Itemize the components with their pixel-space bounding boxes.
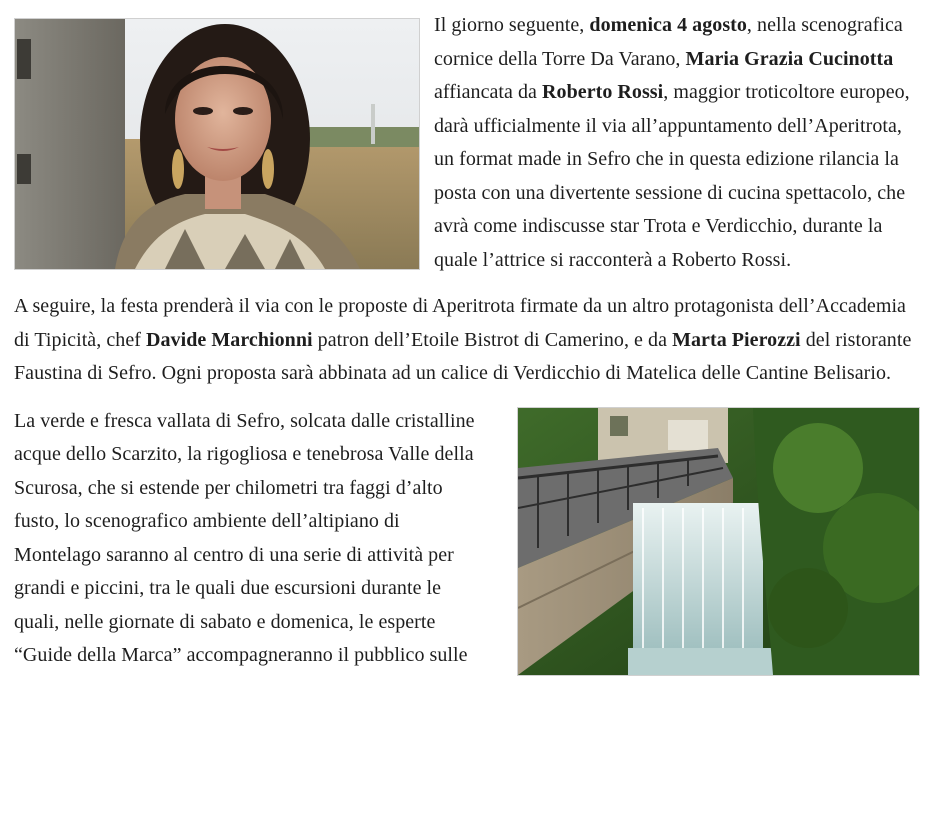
waterfall-photo — [517, 407, 920, 676]
paragraph-2: A seguire, la festa prenderà il via con le proposte di Aperitrota firmate da un altro protagonista dell’Accademia di Tipicità, chef Davide Marchionni patron dell’Etoile Bistrot di Camerino, e da Marta Pierozzi del ristorante Faustina di Sefro. Ogni proposta sarà abbinata ad un calice di Verdicchio di Matelica delle Cantine Belisario. — [14, 295, 912, 384]
paragraph-3: La verde e fresca vallata di Sefro, solcata dalle cristalline acque dello Scarzito, la rigogliosa e tenebrosa Valle della Scurosa, che si estende per chilometri tra faggi d’alto fusto, lo scenografico ambiente dell’altipiano di Montelago saranno al centro di una serie di attività per grandi e piccini, tra le quali due escursioni durante le quali, nelle giornate di sabato e domenica, le esperte “Guide della Marca” accompagneranno il pubblico sulle — [14, 405, 920, 673]
paragraph-1: Il giorno seguente, domenica 4 agosto, nella scenografica cornice della Torre Da Varano, Maria Grazia Cucinotta affiancata da Roberto Rossi, maggior troticoltore europeo, darà ufficialmente il via all’appuntamento dell’Aperitrota, un format made in Sefro che in questa edizione rilancia la posta con una divertente sessione di cucina spettacolo, che avrà come indiscusse star Trota e Verdicchio, durante la quale l’attrice si racconterà a Roberto Rossi. — [14, 0, 920, 277]
portrait-photo — [14, 18, 420, 270]
article-body — [14, 0, 920, 682]
